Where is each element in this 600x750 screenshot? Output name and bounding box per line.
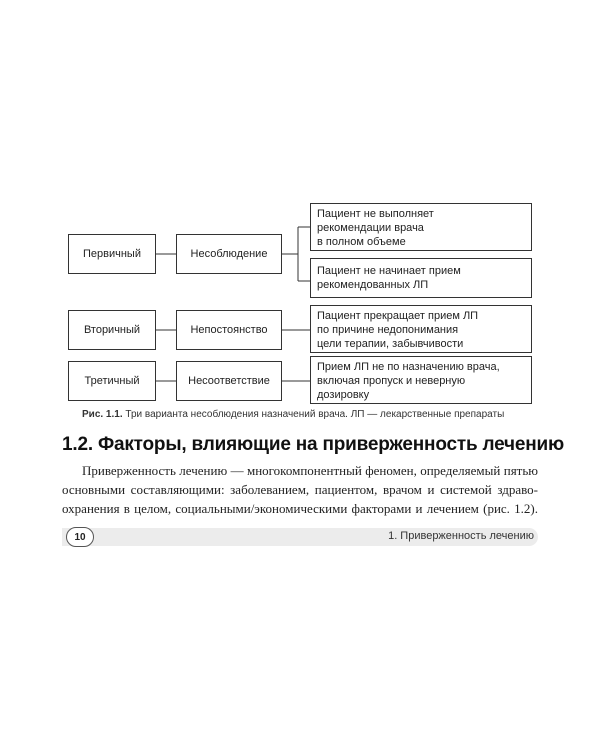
detail-box-misuse (310, 356, 532, 404)
detail-line: дозировку (317, 389, 370, 401)
category-box-primary (68, 234, 156, 274)
type-box-noncompliance (176, 234, 282, 274)
type-label: Несоответствие (188, 375, 270, 387)
detail-line: Пациент не выполняет (317, 208, 434, 220)
category-label: Вторичный (83, 324, 141, 336)
detail-line: включая пропуск и неверную (317, 375, 466, 387)
detail-line: по причине недопонимания (317, 324, 459, 336)
type-box-inconsistency (176, 310, 282, 350)
figure-caption-text: Три варианта несоблюдения назначений врача. ЛП — лекарственные препараты (125, 409, 505, 420)
detail-line: Пациент не начинает прием (317, 265, 461, 277)
detail-line: Прием ЛП не по назначению врача, (317, 361, 500, 373)
category-box-tertiary (68, 361, 156, 401)
figure-caption (82, 409, 504, 420)
type-label: Несоблюдение (190, 248, 268, 260)
category-label: Первичный (83, 248, 141, 260)
detail-box-not-starting (310, 258, 532, 298)
paragraph-line: основными составляющими: заболеванием, пациентом, врачом и системой здраво- (62, 482, 538, 497)
type-box-mismatch (176, 361, 282, 401)
detail-line: рекомендации врача (317, 222, 424, 234)
page-number: 10 (66, 527, 94, 547)
detail-line: рекомендованных ЛП (317, 279, 429, 291)
detail-line: цели терапии, забывчивости (317, 338, 464, 350)
detail-line: Пациент прекращает прием ЛП (317, 310, 479, 322)
paragraph-line: охранения в целом, социальными/экономическими факторами и лечением (рис. 1.2). (62, 501, 538, 516)
category-box-secondary (68, 310, 156, 350)
category-label: Третичный (84, 375, 140, 387)
detail-box-stopping (310, 305, 532, 353)
running-title: 1. Приверженность лечению (388, 530, 534, 542)
detail-line: в полном объеме (317, 236, 406, 248)
type-label: Непостоянство (190, 324, 268, 336)
figure-label: Рис. 1.1. (82, 409, 123, 420)
detail-box-not-following (310, 203, 532, 251)
section-heading: 1.2. Факторы, влияющие на приверженность лечению (62, 434, 565, 455)
paragraph-line: Приверженность лечению — многокомпонентный феномен, определяемый пятью (82, 463, 538, 478)
body-paragraph (62, 461, 538, 518)
